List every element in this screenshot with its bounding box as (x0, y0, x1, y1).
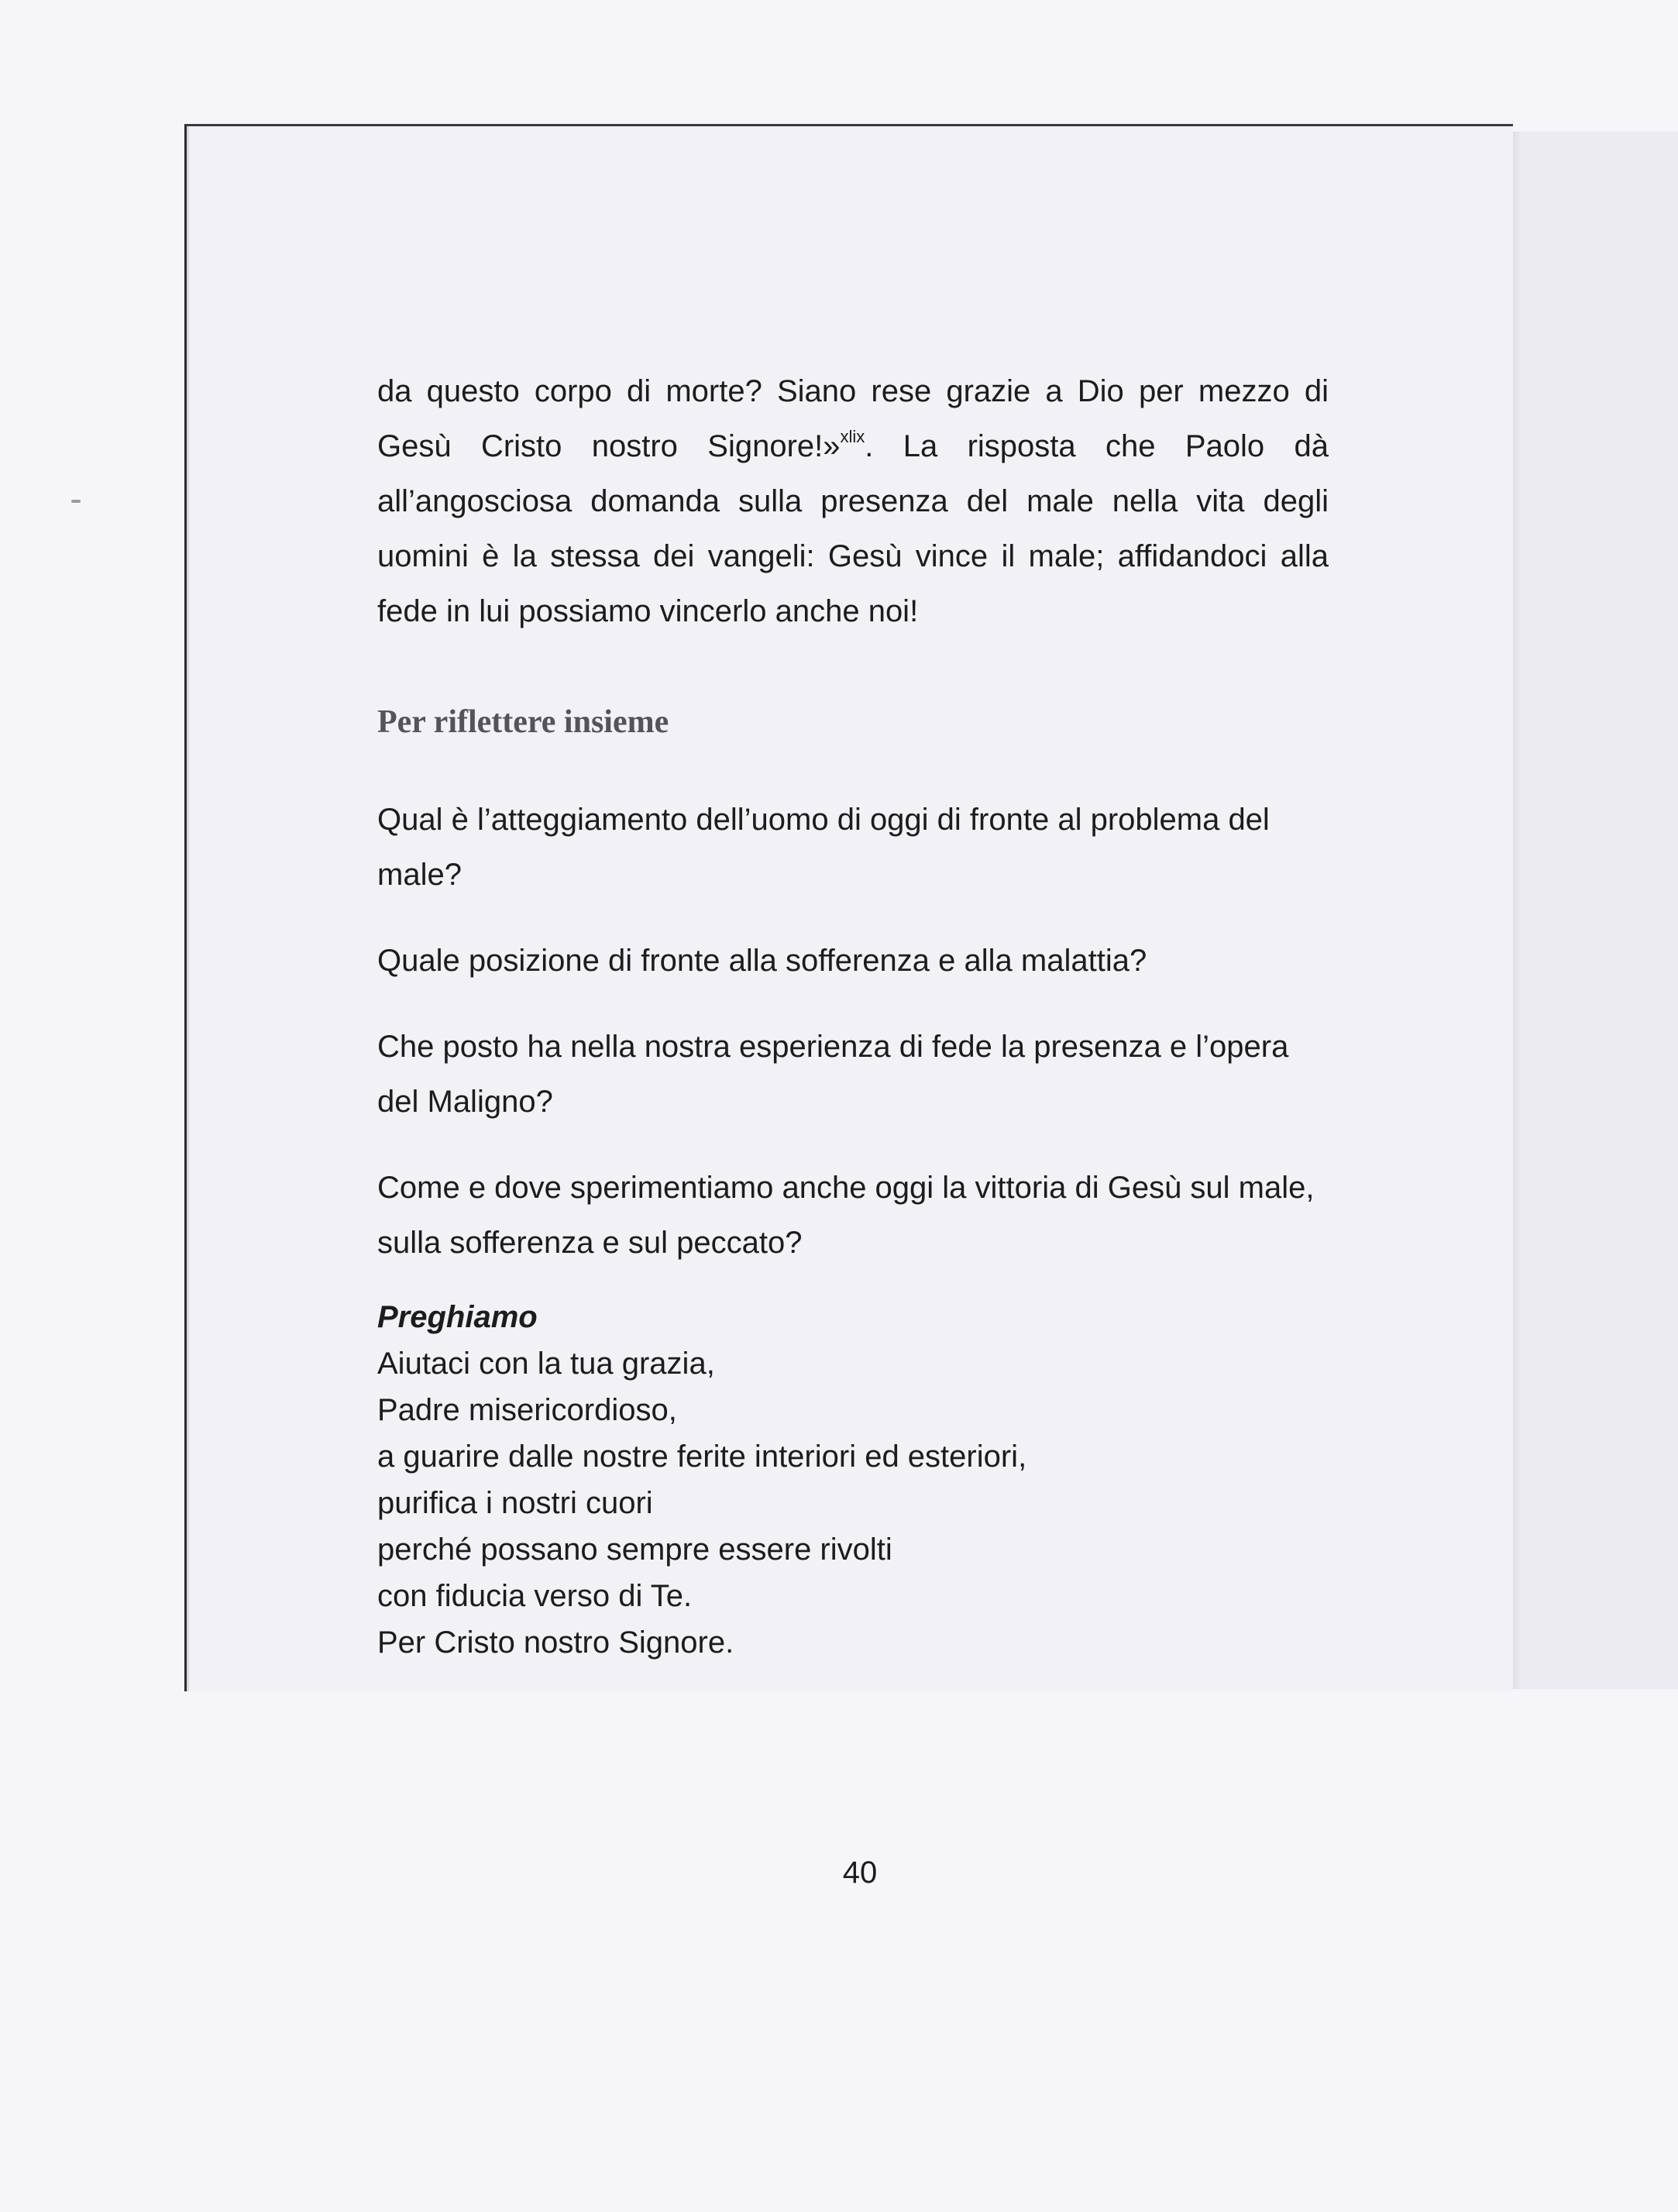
prayer-line: Aiutaci con la tua grazia, (377, 1347, 715, 1381)
intro-paragraph (377, 364, 1329, 639)
paragraph-line: di Gesù Cristo nostro Signore!» (377, 374, 1329, 463)
paragraph-line: all’angosciosa domanda sulla presenza del male nella vita degli (377, 484, 1329, 518)
reflection-question: Quale posizione di fronte alla sofferenza e alla malattia? (377, 944, 1147, 978)
paragraph-line: da questo corpo di morte? Siano rese grazie a Dio per mezzo (377, 374, 1290, 408)
paragraph-line: alla fede in lui possiamo vincerlo anche noi! (377, 539, 1329, 628)
reflection-question: Che posto ha nella nostra esperienza di fede la presenza e l’opera del Maligno? (377, 1030, 1289, 1119)
prayer-line: Per Cristo nostro Signore. (377, 1625, 734, 1660)
scan-speck (71, 500, 81, 503)
prayer-line: Padre misericordioso, (377, 1393, 677, 1427)
page-content (377, 364, 1329, 1666)
reflection-question: Qual è l’atteggiamento dell’uomo di oggi di fronte al problema del male? (377, 803, 1270, 892)
paragraph-line: . La risposta che Paolo dà (865, 429, 1329, 463)
section-heading: Per riflettere insieme (377, 704, 669, 740)
prayer-line: perché possano sempre essere rivolti (377, 1533, 892, 1567)
next-page-edge (1520, 132, 1678, 1689)
prayer-line: purifica i nostri cuori (377, 1486, 653, 1520)
footnote-ref: xlix (840, 427, 865, 446)
reflection-question: Come e dove sperimentiamo anche oggi la vittoria di Gesù sul male, sulla sofferenza e sul peccato? (377, 1171, 1315, 1260)
prayer-line: a guarire dalle nostre ferite interiori ed esteriori, (377, 1440, 1027, 1474)
page-number: 40 (842, 1856, 878, 1890)
prayer-line: con fiducia verso di Te. (377, 1579, 693, 1613)
paragraph-line: uomini è la stessa dei vangeli: Gesù vince il male; affidandoci (377, 539, 1267, 573)
prayer-title: Preghiamo (377, 1300, 538, 1334)
